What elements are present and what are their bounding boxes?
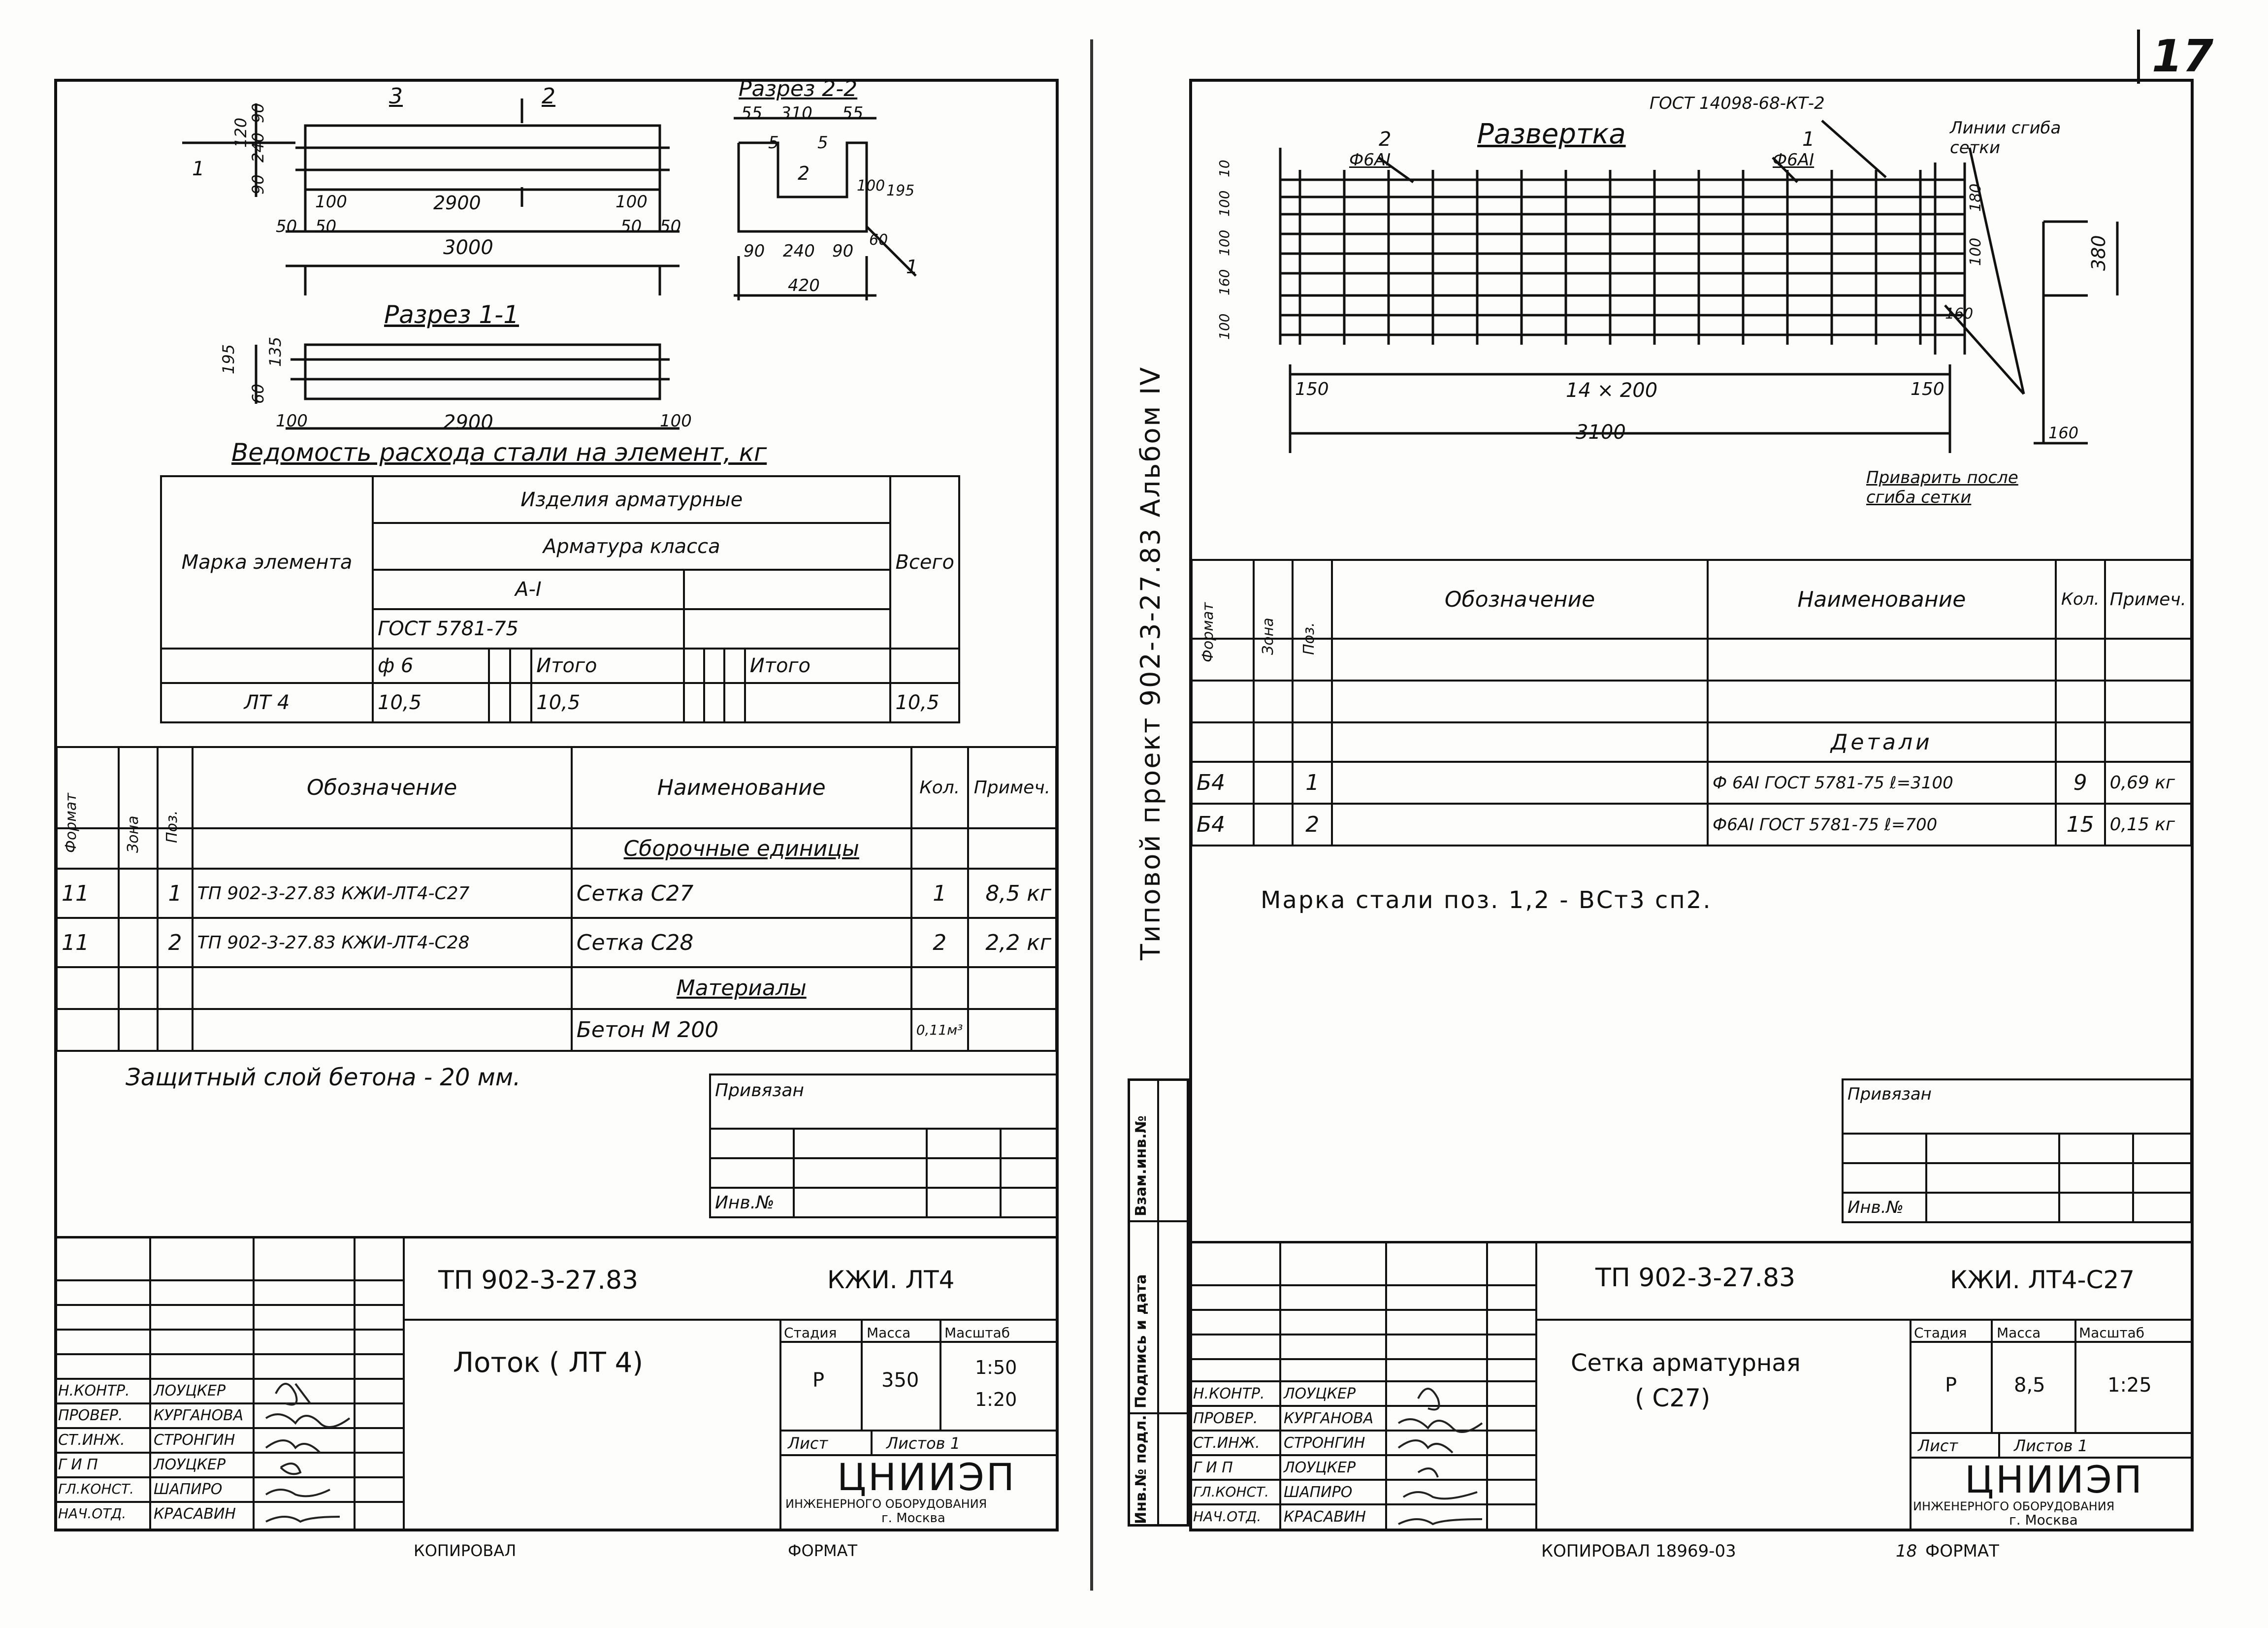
- role-label: НАЧ.ОТД.: [1193, 1508, 1262, 1525]
- role-label: ГЛ.КОНСТ.: [1193, 1484, 1269, 1500]
- dim-label: 60: [869, 231, 888, 249]
- h-zone-text: Зона: [1259, 617, 1277, 655]
- h-format-text: Формат: [63, 793, 80, 853]
- dim-label: 90: [249, 103, 267, 123]
- dim-label: 50: [660, 217, 681, 236]
- dim-label: 100: [616, 192, 648, 212]
- row-format: 11: [57, 918, 119, 967]
- role-label: ГЛ.КОНСТ.: [58, 1481, 134, 1497]
- row-note: 0,15 кг: [2105, 804, 2191, 846]
- stamp-label: Инв.№ подл.: [1133, 1415, 1150, 1524]
- left-org-sub2: г. Москва: [881, 1511, 945, 1526]
- row-name: Ф6АI ГОСТ 5781-75 ℓ=700: [1708, 804, 2056, 846]
- right-copied: КОПИРОВАЛ 18969-03: [1541, 1541, 1736, 1561]
- unfolding-callout-1: 1: [1802, 128, 1815, 151]
- dim-label: 100: [1967, 237, 1984, 266]
- dim-label: 380: [2088, 235, 2109, 271]
- privyazan-label: Привязан: [710, 1074, 1058, 1129]
- dim-label: 90: [832, 241, 854, 261]
- left-doc-code: ТП 902-3-27.83: [438, 1266, 639, 1295]
- role-label: Н.КОНТР.: [1193, 1385, 1265, 1402]
- name-label: СТРОНГИН: [1284, 1434, 1365, 1452]
- name-label: ШАПИРО: [1284, 1484, 1353, 1501]
- left-org-sub1: ИНЖЕНЕРНОГО ОБОРУДОВАНИЯ: [785, 1497, 987, 1511]
- plan-callout-2: 2: [542, 84, 555, 109]
- role-label: Г И П: [1193, 1459, 1233, 1476]
- name-label: КРАСАВИН: [1284, 1508, 1366, 1526]
- dim-label: 100: [857, 177, 885, 195]
- dim-label: 240: [249, 132, 267, 163]
- right-sheet-h: Лист: [1918, 1436, 1958, 1455]
- role-label: НАЧ.ОТД.: [58, 1505, 127, 1522]
- name-label: ЛОУЦКЕР: [154, 1456, 226, 1473]
- left-sheets-h: Листов 1: [886, 1434, 961, 1453]
- dim-label: 135: [266, 336, 285, 367]
- dim-label: 195: [219, 344, 238, 374]
- h-designation: Обозначение: [1332, 560, 1708, 639]
- row-itogo: 10,5: [531, 683, 684, 722]
- row-name: Сетка С27: [572, 869, 911, 918]
- left-format: ФОРМАТ: [788, 1541, 858, 1560]
- dim-label: 100: [1216, 190, 1232, 217]
- row-mark: ЛТ 4: [161, 683, 373, 722]
- inv-label: Инв.№: [1843, 1193, 1926, 1222]
- dim-label: 10: [1216, 160, 1232, 177]
- dim-label: 100: [1216, 313, 1232, 340]
- row-note: 2,2 кг: [968, 918, 1056, 967]
- dim-label: 90: [249, 174, 267, 195]
- col-gost: ГОСТ 5781-75: [373, 609, 684, 649]
- dim-label: 100: [660, 411, 692, 431]
- right-doc-code: ТП 902-3-27.83: [1595, 1263, 1796, 1293]
- left-sheet-h: Лист: [788, 1434, 828, 1453]
- row-total: 10,5: [890, 683, 959, 722]
- col-itogo: Итого: [531, 649, 684, 683]
- dim-label: 150: [1911, 379, 1944, 399]
- dim-label: 150: [1295, 379, 1329, 399]
- privyazan-label: Привязан: [1843, 1079, 2191, 1134]
- right-stage: Р: [1945, 1374, 1957, 1397]
- row-qty: 15: [2056, 804, 2105, 846]
- dim-label: 60: [249, 384, 267, 404]
- h-qty: Кол.: [2056, 560, 2105, 639]
- name-label: КРАСАВИН: [154, 1505, 236, 1523]
- dim-label: 3000: [443, 236, 493, 259]
- h-pos-text: Поз.: [163, 810, 181, 843]
- unfolding-title: Развертка: [1477, 118, 1626, 150]
- left-stage-h: Стадия: [784, 1325, 837, 1341]
- col-ai: А-I: [373, 570, 684, 609]
- left-mass-h: Масса: [867, 1325, 911, 1341]
- row-qty: 9: [2056, 762, 2105, 804]
- col-total: Всего: [890, 476, 959, 649]
- stamp-label: Взам.инв.№: [1133, 1115, 1150, 1216]
- left-sheet-code: КЖИ. ЛТ4: [827, 1266, 955, 1294]
- row-designation: ТП 902-3-27.83 КЖИ-ЛТ4-С28: [193, 918, 572, 967]
- row-name: Ф 6АI ГОСТ 5781-75 ℓ=3100: [1708, 762, 2056, 804]
- role-label: СТ.ИНЖ.: [58, 1432, 125, 1449]
- left-org: ЦНИИЭП: [837, 1455, 1017, 1499]
- steel-grade-note: Марка стали поз. 1,2 - ВСт3 сп2.: [1261, 886, 1712, 914]
- right-org-sub2: г. Москва: [2009, 1512, 2078, 1528]
- name-label: ЛОУЦКЕР: [154, 1382, 226, 1400]
- col-element: Марка элемента: [161, 476, 373, 649]
- dim-label: 240: [783, 241, 815, 261]
- unfolding-fold-lines: Линии сгиба сетки: [1950, 118, 2061, 158]
- dim-label: 5: [768, 133, 779, 153]
- dim-label: 50: [276, 217, 297, 236]
- left-drawing-title: Лоток ( ЛТ 4): [453, 1347, 644, 1379]
- dim-label: 14 × 200: [1566, 379, 1658, 402]
- dim-label: 100: [1216, 229, 1232, 256]
- row-qty: 2: [911, 918, 968, 967]
- section-2-2-title: Разрез 2-2: [739, 76, 858, 101]
- dim-label: 1: [192, 158, 205, 180]
- right-sheets-h: Листов 1: [2014, 1436, 2088, 1455]
- h-qty: Кол.: [911, 747, 968, 828]
- row-format: Б4: [1192, 762, 1254, 804]
- dim-label: 120: [231, 117, 250, 148]
- dim-label: 55: [741, 103, 763, 123]
- h-name: Наименование: [1708, 560, 2056, 639]
- dim-label: 2: [798, 163, 810, 184]
- dim-label: 160: [1945, 305, 1974, 323]
- h-note: Примеч.: [968, 747, 1056, 828]
- dim-label: 1: [906, 256, 918, 278]
- dim-label: 90: [744, 241, 765, 261]
- dim-label: 5: [817, 133, 828, 153]
- row-phi6: 10,5: [373, 683, 489, 722]
- row-format: 11: [57, 869, 119, 918]
- material-name: Бетон М 200: [572, 1009, 911, 1051]
- sec-assembly: Сборочные единицы: [572, 828, 911, 869]
- name-label: ЛОУЦКЕР: [1284, 1459, 1356, 1476]
- stamp-label: Подпись и дата: [1133, 1274, 1150, 1408]
- right-mass-h: Масса: [1997, 1325, 2041, 1341]
- h-zone-text: Зона: [124, 815, 142, 853]
- dim-label: 160: [1216, 269, 1232, 295]
- binding-text: Типовой проект 902-3-27.83 Альбом IV: [1135, 365, 1166, 960]
- row-designation: ТП 902-3-27.83 КЖИ-ЛТ4-С27: [193, 869, 572, 918]
- right-scale: 1:25: [2107, 1374, 2152, 1397]
- unfolding-bar-1: Ф6АI: [1773, 150, 1814, 170]
- right-drawing-title-2: ( С27): [1635, 1384, 1711, 1412]
- col-phi6: ф 6: [373, 649, 489, 683]
- sec-details: Детали: [1708, 722, 2056, 762]
- row-note: 8,5 кг: [968, 869, 1056, 918]
- row-format: Б4: [1192, 804, 1254, 846]
- right-copied-num: 18: [1896, 1541, 1917, 1561]
- dim-label: 2900: [443, 411, 493, 434]
- left-copied: КОПИРОВАЛ: [414, 1541, 517, 1560]
- name-label: ЛОУЦКЕР: [1284, 1385, 1356, 1402]
- dim-label: 310: [780, 103, 812, 123]
- name-label: КУРГАНОВА: [154, 1407, 244, 1424]
- right-org-sub1: ИНЖЕНЕРНОГО ОБОРУДОВАНИЯ: [1913, 1499, 2115, 1513]
- inv-label: Инв.№: [710, 1188, 794, 1217]
- dim-label: 180: [1967, 183, 1984, 212]
- name-label: СТРОНГИН: [154, 1432, 235, 1449]
- row-pos: 1: [158, 869, 192, 918]
- dim-label: 195: [886, 182, 915, 199]
- dim-label: 50: [620, 217, 642, 236]
- dim-label: 55: [842, 103, 864, 123]
- steel-table-caption: Ведомость расхода стали на элемент, кг: [231, 438, 767, 467]
- h-name: Наименование: [572, 747, 911, 828]
- left-scale-2: 1:20: [975, 1389, 1017, 1410]
- sec-materials: Материалы: [572, 967, 911, 1009]
- dim-label: 160: [2048, 423, 2079, 442]
- role-label: Н.КОНТР.: [58, 1382, 130, 1400]
- section-1-1-title: Разрез 1-1: [384, 300, 519, 329]
- left-scale-h: Масштаб: [944, 1325, 1010, 1341]
- role-label: Г И П: [58, 1456, 98, 1473]
- unfolding-weld-note: Приварить после сгиба сетки: [1866, 468, 2018, 507]
- name-label: КУРГАНОВА: [1284, 1410, 1374, 1427]
- col-products: Изделия арматурные: [373, 476, 890, 523]
- dim-label: 50: [315, 217, 337, 236]
- h-format-text: Формат: [1199, 602, 1217, 662]
- page-number: 17: [2152, 31, 2214, 82]
- row-note: 0,69 кг: [2105, 762, 2191, 804]
- role-label: СТ.ИНЖ.: [1193, 1434, 1260, 1452]
- h-pos-text: Поз.: [1300, 622, 1318, 655]
- right-org: ЦНИИЭП: [1965, 1458, 2144, 1501]
- right-stage-h: Стадия: [1914, 1325, 1967, 1341]
- right-drawing-title-1: Сетка арматурная: [1571, 1349, 1801, 1377]
- unfolding-bar-2: Ф6АI: [1349, 150, 1391, 170]
- concrete-note: Защитный слой бетона - 20 мм.: [126, 1064, 521, 1091]
- row-name: Сетка С28: [572, 918, 911, 967]
- dim-label: 3100: [1576, 421, 1626, 444]
- plan-callout-3: 3: [389, 84, 403, 109]
- unfolding-callout-2: 2: [1379, 128, 1392, 151]
- right-scale-h: Масштаб: [2079, 1325, 2145, 1341]
- role-label: ПРОВЕР.: [58, 1407, 123, 1424]
- right-format: ФОРМАТ: [1925, 1541, 1999, 1561]
- material-note: 0,11м³: [911, 1009, 968, 1051]
- dim-label: 420: [788, 276, 820, 295]
- dim-label: 100: [315, 192, 347, 212]
- role-label: ПРОВЕР.: [1193, 1410, 1258, 1427]
- row-pos: 2: [158, 918, 192, 967]
- col-class: Арматура класса: [373, 523, 890, 570]
- dim-label: 100: [276, 411, 308, 431]
- name-label: ШАПИРО: [154, 1481, 223, 1498]
- h-note: Примеч.: [2105, 560, 2191, 639]
- row-pos: 1: [1293, 762, 1332, 804]
- col-itogo: Итого: [745, 649, 891, 683]
- row-pos: 2: [1293, 804, 1332, 846]
- dim-label: 2900: [433, 192, 481, 214]
- row-qty: 1: [911, 869, 968, 918]
- right-sheet-code: КЖИ. ЛТ4-С27: [1950, 1266, 2135, 1294]
- right-mass: 8,5: [2014, 1374, 2045, 1397]
- h-designation: Обозначение: [193, 747, 572, 828]
- left-scale-1: 1:50: [975, 1357, 1017, 1378]
- unfolding-gost-weld: ГОСТ 14098-68-КТ-2: [1650, 94, 1825, 113]
- left-stage: Р: [812, 1369, 825, 1392]
- left-mass: 350: [881, 1369, 919, 1392]
